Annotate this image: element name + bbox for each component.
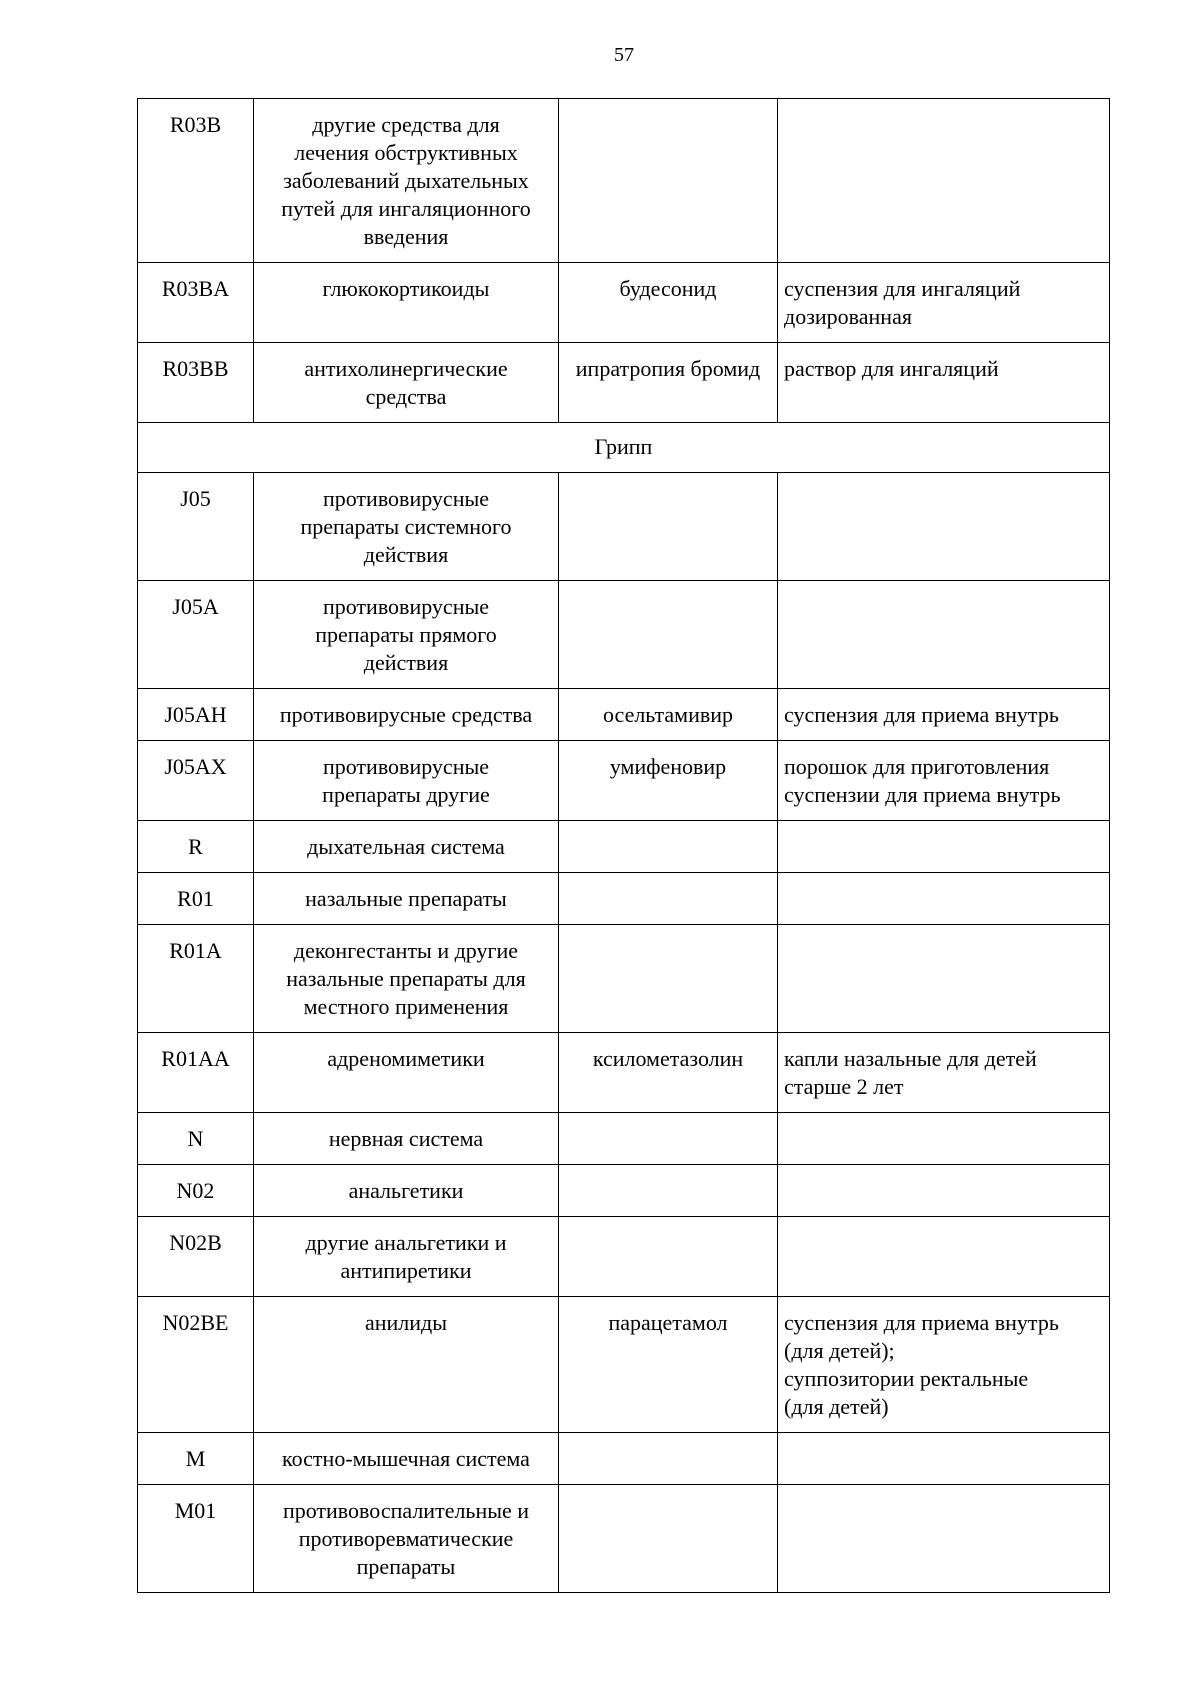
cell-line: антипиретики [340, 1258, 472, 1283]
drug-name-cell [559, 1165, 778, 1217]
cell-line: старше 2 лет [784, 1074, 904, 1099]
dosage-form-cell [778, 581, 1110, 689]
table-row [138, 343, 1110, 423]
group-cell [254, 263, 559, 343]
atc-code-cell: R01AA [138, 1033, 254, 1113]
table-row [138, 689, 1110, 741]
atc-code-cell: R03BA [138, 263, 254, 343]
drug-name-cell [559, 1297, 778, 1433]
cell-line: антихолинергические [304, 356, 508, 381]
table-row [138, 1433, 1110, 1485]
drug-name-cell [559, 263, 778, 343]
section-title: Грипп [138, 423, 1110, 473]
cell-line: умифеновир [609, 754, 727, 779]
cell-line: анилиды [364, 1310, 448, 1335]
cell-line: глюкокортикоиды [322, 276, 490, 301]
atc-code-cell: N02BE [138, 1297, 254, 1433]
drug-name-cell [559, 1485, 778, 1593]
cell-line: препараты системного [300, 514, 512, 539]
cell-line: назальные препараты [305, 886, 507, 911]
cell-line: (для детей) [784, 1394, 889, 1419]
cell-line: порошок для приготовления [784, 754, 1050, 779]
cell-line: назальные препараты для [286, 966, 526, 991]
atc-code-cell: J05AH [138, 689, 254, 741]
cell-line: ипратропия бромид [575, 356, 761, 381]
cell-line: нервная система [328, 1126, 484, 1151]
group-cell [254, 689, 559, 741]
table-row [138, 1165, 1110, 1217]
group-cell [254, 99, 559, 263]
cell-line: ксилометазолин [592, 1046, 744, 1071]
drug-name-cell [559, 99, 778, 263]
cell-line: действия [363, 542, 449, 567]
group-cell [254, 1433, 559, 1485]
cell-line: суспензия для ингаляций [784, 276, 1021, 301]
cell-line: раствор для ингаляций [784, 356, 999, 381]
dosage-form-cell [778, 873, 1110, 925]
atc-code-cell: J05 [138, 473, 254, 581]
atc-code-cell: J05A [138, 581, 254, 689]
page-number: 57 [614, 44, 634, 66]
atc-code-cell: N02B [138, 1217, 254, 1297]
group-cell [254, 1113, 559, 1165]
cell-line: суспензии для приема внутрь [784, 782, 1061, 807]
drug-name-cell [559, 343, 778, 423]
table-row [138, 1217, 1110, 1297]
cell-line: противовоспалительные и [282, 1498, 530, 1523]
cell-line: суспензия для приема внутрь [784, 702, 1059, 727]
dosage-form-cell [778, 1433, 1110, 1485]
group-cell [254, 1297, 559, 1433]
group-cell [254, 1165, 559, 1217]
group-cell [254, 873, 559, 925]
cell-line: противовирусные средства [279, 702, 533, 727]
table-row [138, 263, 1110, 343]
cell-line: деконгестанты и другие [293, 938, 519, 963]
dosage-form-cell [778, 1165, 1110, 1217]
table-row [138, 925, 1110, 1033]
dosage-form-cell [778, 343, 1110, 423]
atc-code-cell: R01 [138, 873, 254, 925]
section-row [138, 423, 1110, 473]
drug-name-cell [559, 741, 778, 821]
dosage-form-cell [778, 741, 1110, 821]
cell-line: другие анальгетики и [305, 1230, 507, 1255]
cell-line: костно-мышечная система [282, 1446, 530, 1471]
table-body [138, 99, 1110, 1593]
table-row [138, 1485, 1110, 1593]
atc-code-cell: R03B [138, 99, 254, 263]
atc-code-cell: N02 [138, 1165, 254, 1217]
drug-name-cell [559, 873, 778, 925]
cell-line: путей для ингаляционного [281, 196, 531, 221]
drug-name-cell [559, 1113, 778, 1165]
table-row [138, 1297, 1110, 1433]
cell-line: действия [363, 650, 449, 675]
table-row [138, 99, 1110, 263]
cell-line: дыхательная система [307, 834, 505, 859]
cell-line: местного применения [303, 994, 509, 1019]
dosage-form-cell [778, 821, 1110, 873]
cell-line: анальгетики [348, 1178, 464, 1203]
drug-name-cell [559, 1217, 778, 1297]
table-row [138, 1033, 1110, 1113]
dosage-form-cell [778, 263, 1110, 343]
cell-line: противовирусные [322, 486, 490, 511]
group-cell [254, 1217, 559, 1297]
atc-code-cell: M01 [138, 1485, 254, 1593]
cell-line: (для детей); [784, 1338, 895, 1363]
cell-line: дозированная [784, 304, 912, 329]
atc-code-cell: R03BB [138, 343, 254, 423]
group-cell [254, 821, 559, 873]
dosage-form-cell [778, 1113, 1110, 1165]
dosage-form-cell [778, 925, 1110, 1033]
dosage-form-cell [778, 473, 1110, 581]
drug-name-cell [559, 581, 778, 689]
group-cell [254, 925, 559, 1033]
table-row [138, 581, 1110, 689]
drug-name-cell [559, 1433, 778, 1485]
cell-line: суспензия для приема внутрь [784, 1310, 1059, 1335]
drug-name-cell [559, 1033, 778, 1113]
cell-line: препараты [356, 1554, 456, 1579]
cell-line: другие средства для [312, 112, 500, 137]
cell-line: противовирусные [322, 594, 490, 619]
cell-line: препараты прямого [315, 622, 497, 647]
cell-line: препараты другие [322, 782, 490, 807]
atc-code-cell: N [138, 1113, 254, 1165]
group-cell [254, 581, 559, 689]
atc-code-cell: J05AX [138, 741, 254, 821]
group-cell [254, 741, 559, 821]
dosage-form-cell [778, 1033, 1110, 1113]
dosage-form-cell [778, 1485, 1110, 1593]
cell-line: введения [363, 224, 449, 249]
group-cell [254, 1033, 559, 1113]
cell-line: противовирусные [322, 754, 490, 779]
cell-line: парацетамол [608, 1310, 728, 1335]
table-row [138, 1113, 1110, 1165]
cell-line: осельтамивир [602, 702, 734, 727]
drug-table [137, 98, 1110, 1593]
cell-line: заболеваний дыхательных [283, 168, 529, 193]
cell-line: капли назальные для детей [784, 1046, 1037, 1071]
atc-code-cell: M [138, 1433, 254, 1485]
drug-name-cell [559, 473, 778, 581]
cell-line: суппозитории ректальные [784, 1366, 1029, 1391]
cell-line: средства [365, 384, 447, 409]
dosage-form-cell [778, 689, 1110, 741]
table-row [138, 473, 1110, 581]
table-row [138, 873, 1110, 925]
cell-line: адреномиметики [327, 1046, 485, 1071]
cell-line: будесонид [619, 276, 717, 301]
dosage-form-cell [778, 1297, 1110, 1433]
group-cell [254, 1485, 559, 1593]
drug-name-cell [559, 925, 778, 1033]
group-cell [254, 473, 559, 581]
dosage-form-cell [778, 1217, 1110, 1297]
dosage-form-cell [778, 99, 1110, 263]
atc-code-cell: R01A [138, 925, 254, 1033]
atc-code-cell: R [138, 821, 254, 873]
drug-name-cell [559, 689, 778, 741]
table-row [138, 741, 1110, 821]
drug-name-cell [559, 821, 778, 873]
cell-line: противоревматические [298, 1526, 514, 1551]
table-row [138, 821, 1110, 873]
cell-line: лечения обструктивных [294, 140, 518, 165]
group-cell [254, 343, 559, 423]
